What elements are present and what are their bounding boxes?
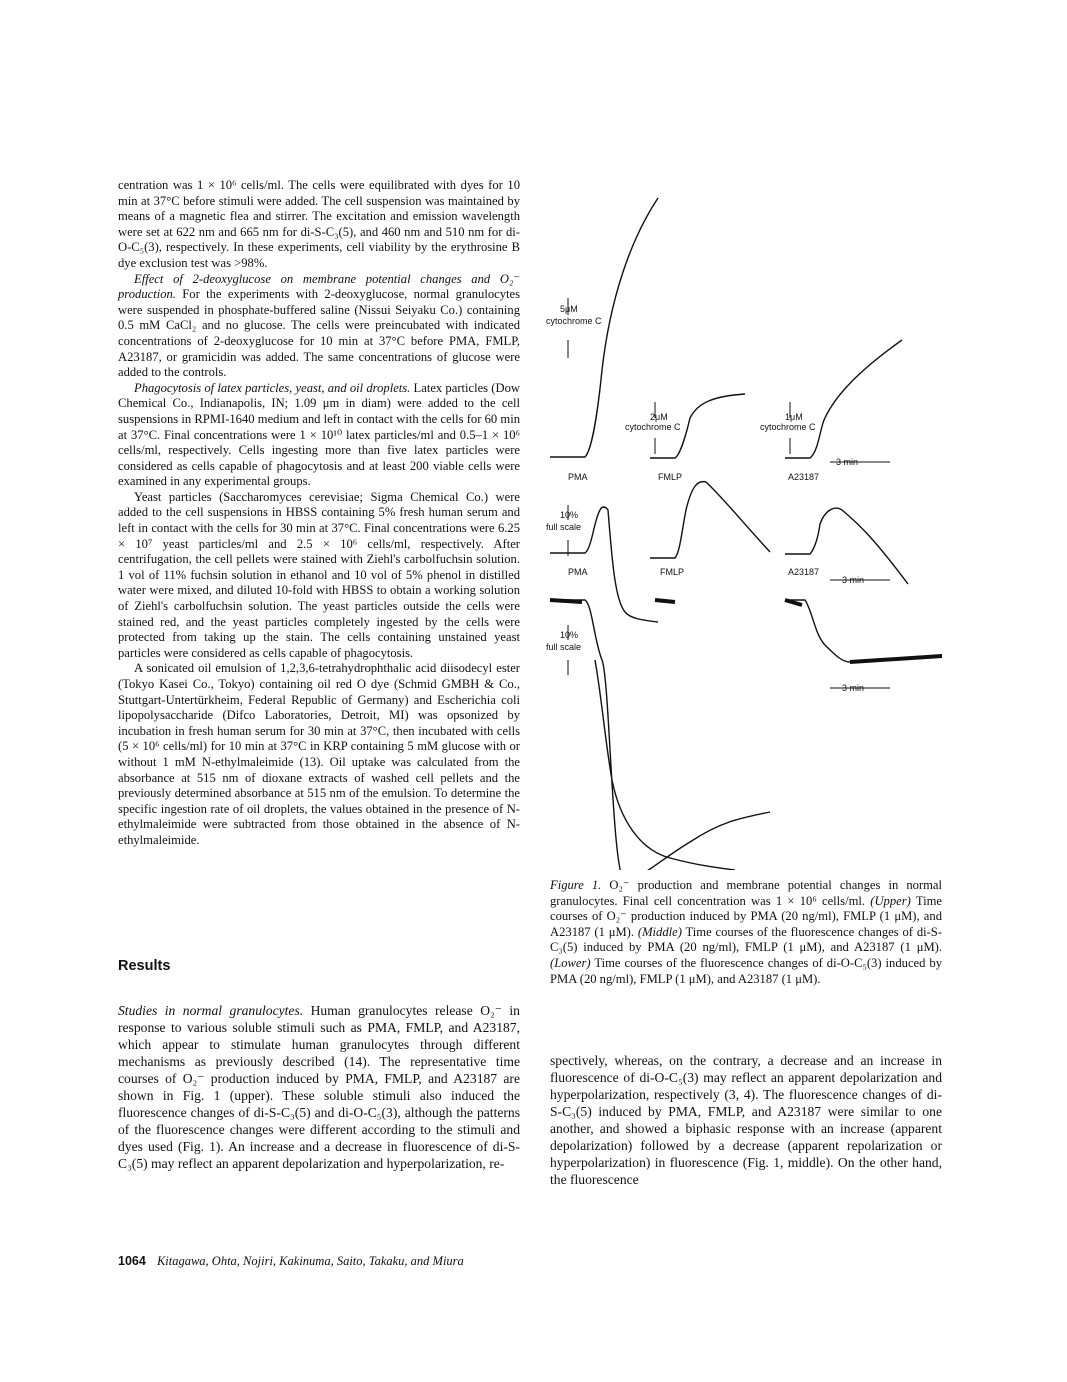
figure-label-5um: 5μM <box>560 304 578 314</box>
figure-caption-middle-tag: (Middle) <box>637 924 682 939</box>
figure-label-fullscale-middle: full scale <box>546 522 582 532</box>
figure-label-fmlp-middle: FMLP <box>660 567 685 577</box>
figure-caption-upper-tag: (Upper) <box>870 893 911 908</box>
paragraph-text: Latex particles (Dow Chemical Co., Indianapolis, IN; 1.09 μm in diam) were added to the cell suspensions in RPMI-1640 medium and left in contact with the cells for 60 min at 37°C. Final concentrations were 1 × 10¹⁰ latex particles/ml and 0.5–1 × 10⁶ cells/ml, respectively. Cells ingesting more than five latex particles were considered as cells capable of phagocytosis and at least 200 viable cells were examined in any experimental groups. <box>118 380 520 489</box>
figure-label-fmlp-upper: FMLP <box>658 472 683 482</box>
figure-label-1um: 1μM <box>785 412 803 422</box>
figure-caption <box>550 878 942 987</box>
trace-a23187-dio <box>785 600 942 662</box>
figure-caption-text: O₂⁻ production and membrane potential changes in normal granulocytes. Final cell concentration was 1 × 10⁶ cells/ml. <box>550 878 942 908</box>
trace-a23187-o2 <box>785 340 902 458</box>
figure-label-10pct-lower: 10% <box>560 630 579 640</box>
paragraph-text: Human granulocytes release O₂⁻ in response to various soluble stimuli such as PMA, FMLP, and A23187, which appear to stimulate human granulocytes through different mechanisms as previously described (14). The representative time courses of O₂⁻ production induced by PMA, FMLP, and A23187 are shown in Fig. 1 (upper). These soluble stimuli also induced the fluorescence changes of di-S-C₃(5) and di-O-C₅(3), although the patterns of the fluorescence changes were different according to the stimuli and dyes used (Fig. 1). An increase and a decrease in fluorescence of di-S-C₃(5) may reflect an apparent depolarization and hyperpolarization, re- <box>118 1003 520 1171</box>
paragraph-lead-in: Studies in normal granulocytes. <box>118 1003 304 1018</box>
figure-label-timebar-middle: 3 min <box>842 575 865 585</box>
trace-fmlp-dis <box>650 482 770 558</box>
figure-label-fullscale-lower: full scale <box>546 642 582 652</box>
methods-column <box>118 178 520 849</box>
paragraph <box>118 381 520 490</box>
figure-label-10pct-middle: 10% <box>560 510 579 520</box>
paragraph: Yeast particles (Saccharomyces cerevisiae; Sigma Chemical Co.) were added to the cell suspensions in HBSS containing 5% fresh human serum and left in contact with the cells for 30 min at 37°C. Final concentrations were 6.25 × 10⁷ yeast particles/ml and 2.5 × 10⁶ cells/ml, respectively. After centrifugation, the cell pellets were stained with Ziehl's carbolfuchsin solution. 1 vol of 11% fuchsin solution in ethanol and 10 vol of 5% phenol in distilled water were mixed, and diluted 10-fold with HBSS to obtain a working solution of Ziehl's carbolfuchsin solution. The yeast particles outside the cells were stained red, and the yeast particles completely ingested by the cells were protected from taking up the stain. The cells containing unstained yeast particles were considered as cells capable of phagocytosis. <box>118 489 520 660</box>
running-authors: Kitagawa, Ohta, Nojiri, Kakinuma, Saito, Takaku, and Miura <box>156 1254 464 1268</box>
figure-label-timebar-lower: 3 min <box>842 683 865 693</box>
trace-a23187-dio-baseline-noise <box>850 656 942 662</box>
figure-label-cytochrome-1: cytochrome C <box>760 422 816 432</box>
paragraph: A sonicated oil emulsion of 1,2,3,6-tetrahydrophthalic acid diisodecyl ester (Tokyo Kasei Co., Tokyo) containing oil red O dye (Schmid GMBH & Co., Stuttgart-Untertürkheim, Federal Republic of Germany) and Escherichia coli lipopolysaccharide (Difco Laboratories, Detroit, MI) was opsonized by incubation in fresh human serum for 30 min at 37°C, then incubated with cells (5 × 10⁶ cells/ml) for 10 min at 37°C in KRP containing 5 mM glucose with or without 1 mM N-ethylmaleimide (13). Oil uptake was calculated from the absorbance at 515 nm of dioxane extracts of washed cell pellets and the previously determined absorbance at 515 nm of the emulsion. To determine the specific ingestion rate of oil droplets, the values obtained in the presence of N-ethylmaleimide were subtracted from those obtained in the absence of N-ethylmaleimide. <box>118 661 520 847</box>
figure-label-a23187-upper: A23187 <box>788 472 820 482</box>
paragraph-text: For the experiments with 2-deoxyglucose, normal granulocytes were suspended in phosphate-buffered saline (Nissui Seiyaku Co.) containing 0.5 mM CaCl₂ and no glucose. The cells were preincubated with indicated concentrations of 2-deoxyglucose for 10 min at 37°C before PMA, FMLP, A23187, or gramicidin was added. The same concentrations of glucose were added to the controls. <box>118 287 520 380</box>
figure-label-a23187-middle: A23187 <box>788 567 820 577</box>
section-heading: Results <box>118 958 171 974</box>
results-column <box>118 1002 520 1172</box>
trace-pma-o2 <box>550 198 658 457</box>
paragraph: centration was 1 × 10⁶ cells/ml. The cells were equilibrated with dyes for 10 min at 37°C before stimuli were added. The cell suspension was maintained by means of a magnetic flea and stirrer. The excitation and emission wavelength were set at 622 nm and 665 nm for di-S-C₃(5), and 460 nm and 510 nm for di-O-C₅(3), respectively. In these experiments, cell viability by the erythrosine B dye exclusion test was >98%. <box>118 178 520 270</box>
figure-label-cytochrome-2: cytochrome C <box>625 422 681 432</box>
figure-caption-label: Figure 1. <box>550 878 602 892</box>
figure-label-pma-upper: PMA <box>568 472 588 482</box>
paragraph-lead-in: Effect of 2-deoxyglucose on membrane potential changes and O₂⁻ production. <box>118 271 520 302</box>
figure-caption-lower-tag: (Lower) <box>550 955 591 970</box>
trace-a23187-dio-noise <box>785 600 802 605</box>
paragraph <box>118 1002 520 1172</box>
paragraph: spectively, whereas, on the contrary, a decrease and an increase in fluorescence of di-O-C₅(3) may reflect an apparent depolarization and hyperpolarization, respectively (3, 4). The fluorescence changes of di-S-C₃(5) induced by PMA, FMLP, and A23187 were similar to one another, and showed a biphasic response with an increase (apparent depolarization) followed by a decrease (apparent repolarization or hyperpolarization) in fluorescence (Fig. 1, middle). On the other hand, the fluorescence <box>550 1053 942 1187</box>
page-footer <box>118 1254 464 1269</box>
paragraph <box>118 272 520 381</box>
results-column-continued <box>550 1052 942 1188</box>
trace-fmlp-dio-noise <box>655 600 675 602</box>
figure-label-cytochrome-5: cytochrome C <box>546 316 602 326</box>
paragraph-lead-in: Phagocytosis of latex particles, yeast, and oil droplets. <box>134 380 411 395</box>
page-number: 1064 <box>118 1254 146 1268</box>
figure-label-2um: 2μM <box>650 412 668 422</box>
figure-label-timebar-upper: 3 min <box>836 457 859 467</box>
trace-pma-dio <box>550 600 770 870</box>
figure-caption-upper-text: Time courses of O₂⁻ production induced by PMA (20 ng/ml), FMLP (1 μM), and A23187 (1 μM). <box>550 893 942 939</box>
figure-caption-lower-text: Time courses of the fluorescence changes of di-O-C₅(3) induced by PMA (20 ng/ml), FMLP (1 μM), and A23187 (1 μM). <box>550 955 943 986</box>
figure-1 <box>530 180 960 870</box>
figure-caption-middle-text: Time courses of the fluorescence changes of di-S-C₃(5) induced by PMA (20 ng/ml), FMLP (1 μM), and A23187 (1 μM). <box>550 924 943 955</box>
figure-label-pma-middle: PMA <box>568 567 588 577</box>
trace-pma-dio-noise <box>550 600 582 602</box>
